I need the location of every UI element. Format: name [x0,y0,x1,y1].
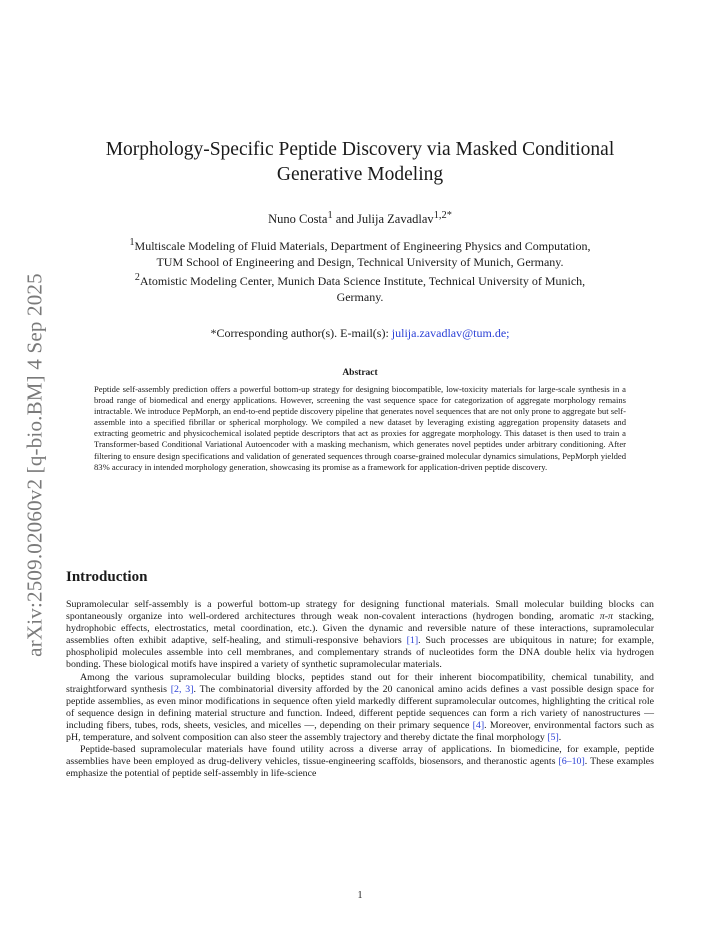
paragraph [66,599,654,672]
author-list [90,208,630,227]
abstract-heading: Abstract [342,368,378,378]
text-run: . The combinatorial diversity afforded by the 20 canonical amino acids defines a vast possible design space for peptide assemblies, as even minor modifications in sequence often yield markedly different supramolecular outcomes, highlighting the critical role of sequence design in defining material structure and function. Indeed, different peptide sequences can form a rich variety of nanostructures — including fibers, tubes, rods, sheets, vesicles, and micelles —, depending on their primary sequence [66,683,655,731]
text-run: Supramolecular self-assembly is a powerful bottom-up strategy for designing functional materials. Small molecular building blocks can spontaneously organize into well-ordered architectures through weak non-covalent interactions (hydrogen bonding, aromatic [66,599,654,623]
corresponding-prefix: *Corresponding author(s). E-mail(s): [210,326,392,340]
citation-link[interactable]: [6–10] [558,756,585,768]
introduction-body [66,599,654,780]
paragraph [66,744,654,780]
author-name: Julija Zavadlav [356,212,434,227]
affiliation-text: Atomistic Modeling Center, Munich Data Science Institute, Technical University of Munich, [139,274,586,288]
author-affiliation-mark: 1,2* [433,210,452,221]
text-run: . [558,732,562,744]
author-affiliation-mark: 1 [327,210,333,221]
text-run: stacking, hydrophobic effects, electrostatics, metal coordination, etc.). Given the dynamic and reversible nature of these interactions, supramolecular assemblies often exhibit adaptive, self-healing, and stimuli-responsive behaviors [66,611,654,647]
citation-link[interactable]: [1] [406,635,419,647]
citation-link[interactable]: [4] [472,719,485,731]
author-name: Nuno Costa [268,212,328,227]
affiliation-2 [80,270,640,290]
text-run: Among the various supramolecular building blocks, peptides stand out for their inherent biocompatibility, chemical tunability, and straightforward synthesis [66,671,654,695]
text-run: Peptide-based supramolecular materials have found utility across a diverse array of applications. In biomedicine, for example, peptide assemblies have been employed as drug-delivery vehicles, tissue-engineering scaffolds, biosensors, and theranostic agents [66,744,654,768]
text-run: . These examples emphasize the potential of peptide self-assembly in life-science [66,756,654,780]
text-run: . Such processes are ubiquitous in nature; for example, phospholipid molecules assemble into cell membranes, and complementary strands of nucleotides form the DNA double helix via hydrogen bonding. These biological motifs have inspired a variety of synthetic supramolecular materials. [66,635,654,671]
abstract-text: Peptide self-assembly prediction offers a powerful bottom-up strategy for designing biocompatible, low-toxicity materials for large-scale synthesis in a broad range of biomedical and energy applications. However, screening the vast sequence space for categorization of aggregate morphology remains intractable. We introduce PepMorph, an end-to-end peptide discovery pipeline that generates novel sequences that are not only prone to aggregate but self-assemble into a specified fibrillar or spherical morphology. We compiled a new dataset by leveraging existing aggregation propensity datasets and extracting geometric and physicochemical isolated peptide descriptors that act as proxies for aggregate morphology. This dataset is then used to train a Transformer-based Conditional Variational Autoencoder with a masking mechanism, which generates novel peptides under arbitrary conditioning. After filtering to ensure design specifications and validation of generated sequences through coarse-grained molecular dynamics simulations, PepMorph yielded 83% accuracy in intended morphology generation, showcasing its promise as a framework for application-driven peptide discovery. [94,384,627,472]
affiliation-1-cont: TUM School of Engineering and Design, Technical University of Munich, Germany. [156,254,564,269]
affiliations [80,235,640,305]
corresponding-author [80,325,640,341]
affiliation-2-cont: Germany. [336,289,384,304]
email-link[interactable]: julija.zavadlav@tum.de [391,326,507,340]
arxiv-sidebar [18,245,52,685]
paragraph [66,672,654,745]
citation-link[interactable]: [5] [547,732,559,744]
affiliation-mark: 1 [129,237,135,248]
paper-title [90,137,630,187]
page-number: 1 [357,890,363,901]
affiliation-1 [80,235,640,255]
section-heading: Introduction [66,569,148,585]
affiliation-mark: 2 [134,272,140,283]
math-symbol: π-π [599,611,613,623]
title-line-1: Morphology-Specific Peptide Discovery via Masked Conditional [105,139,615,160]
email-suffix: ; [506,326,510,340]
arxiv-identifier: arXiv:2509.02060v2 [q-bio.BM] 4 Sep 2025 [22,273,47,657]
citation-link[interactable]: [2, 3] [170,683,194,695]
title-line-2: Generative Modeling [276,164,444,185]
text-run: . Moreover, environmental factors such as pH, temperature, and solvent composition can also steer the assembly trajectory and thereby dictate the final morphology [66,719,654,744]
affiliation-text: Multiscale Modeling of Fluid Materials, Department of Engineering Physics and Computation, [134,239,591,253]
author-conjunction: and [332,212,357,227]
